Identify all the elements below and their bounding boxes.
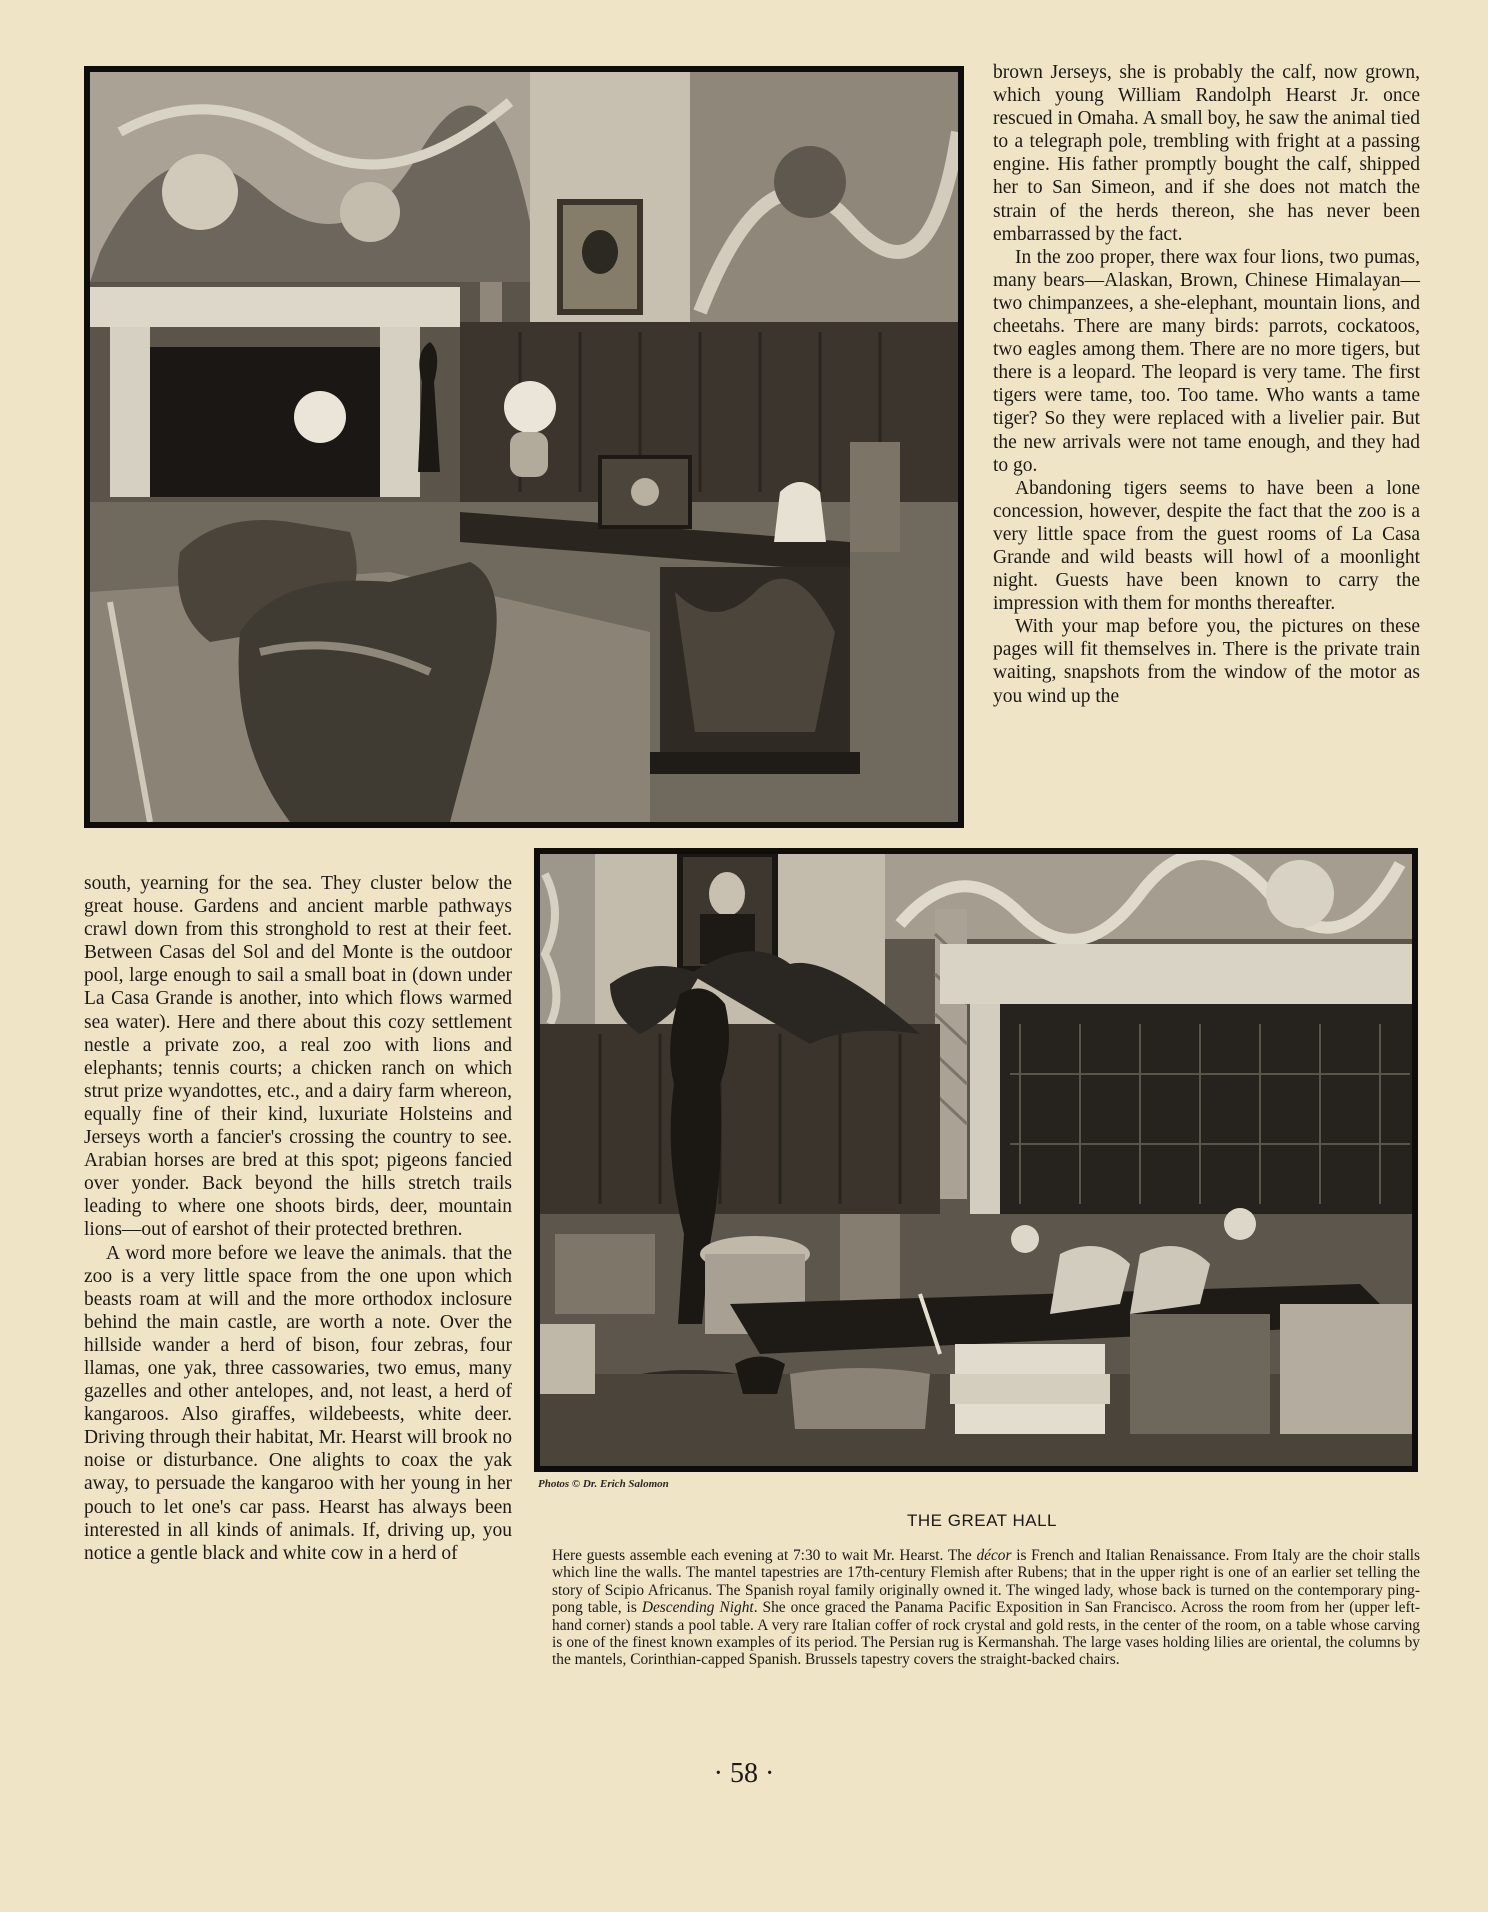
great-hall-fireplace-photo xyxy=(84,66,964,828)
right-column-paragraph: With your map before you, the pictures on these pages will fit themselves in. There is the private train waiting, snapshots from the window of the motor as you wind up the xyxy=(993,616,1420,707)
left-column-text xyxy=(84,872,512,1565)
left-column-paragraph: south, yearning for the sea. They cluster below the great house. Gardens and ancient marble pathways crawl down from this stronghold to rest at their feet. Between Casas del Sol and del Monte is the outdoor pool, large enough to sail a small boat in (down under La Casa Grande is another, into which flows warmed sea water). Here and there about this cozy settlement nestle a private zoo, a real zoo with lions and elephants; tennis courts; a chicken ranch on which strut prize wyandottes, etc., and a dairy farm whereon, equally fine of their kind, luxuriate Holsteins and Jerseys worth a fancier's crossing the country to see. Arabian horses are bred at this spot; pigeons fancied over yonder. Back beyond the hills stretch trails leading to where one shoots birds, deer, mountain lions—out of earshot of their protected brethren. xyxy=(84,873,512,1241)
right-column-paragraph: In the zoo proper, there wax four lions, two pumas, many bears—Alaskan, Brown, Chinese Himalayan—two chimpanzees, a she-elephant, mountain lions, and cheetahs. There are many birds: parrots, cockatoos, two eagles among them. There are no more tigers, but there is a leopard. The leopard is very tame. The first tigers were tame, too. Too tame. Who wants a tame tiger? So they were replaced with a livelier pair. But the new arrivals were not tame enough, and they had to go. xyxy=(993,246,1420,476)
caption-decor-word: décor xyxy=(976,1547,1012,1564)
left-column-paragraph: A word more before we leave the animals. that the zoo is a very little space from the one upon which beasts roam at will and the more orthodox inclosure behind the main castle, are worth a note. Over the hillside wander a herd of bison, four zebras, four llamas, one yak, three cassowaries, two emus, many gazelles and other antelopes, and, not least, a herd of kangaroos. Also giraffes, wildebeests, white deer. Driving through their habitat, Mr. Hearst will brook no noise or disturbance. One alights to coax the yak away, to persuade the kangaroo with her young in her pouch to let one's car pass. Hearst has always been interested in all kinds of animals. If, driving up, you notice a gentle black and white cow in a herd of xyxy=(84,1242,512,1564)
caption-statue-title: Descending Night xyxy=(641,1599,754,1617)
right-column-text xyxy=(993,61,1420,708)
right-column-paragraph: Abandoning tigers seems to have been a lone concession, however, despite the fact that the zoo is a very little space from the guest rooms of La Casa Grande and wild beasts will howl of a moonlight night. Guests have been known to carry the impression with them for months thereafter. xyxy=(993,477,1420,615)
photo-illustration xyxy=(90,72,958,822)
great-hall-descending-night-photo xyxy=(534,848,1418,1472)
photo-illustration xyxy=(540,854,1412,1466)
caption-title: THE GREAT HALL xyxy=(907,1511,1057,1530)
caption-text-part: . She once graced the Panama Pacific Exposition in San Francisco. Across the room from her (upper left-hand corner) stands a pool table. A very rare Italian coffer of rock crystal and gold rests, in the center of the room, on a table whose carving is one of the finest known examples of its period. The Persian rug is Kermanshah. The large vases holding lilies are oriental, the columns by the mantels, Corinthian-capped Spanish. Brussels tapestry covers the straight-backed chairs. xyxy=(552,1599,1420,1669)
caption-body xyxy=(552,1547,1420,1669)
right-column-paragraph: brown Jerseys, she is probably the calf, now grown, which young William Randolph Hearst Jr. once rescued in Omaha. A small boy, he saw the animal tied to a telegraph pole, trembling with fright at a passing engine. His father promptly bought the calf, shipped her to San Simeon, and if she does not match the strain of the herds thereon, she has never been embarrassed by the fact. xyxy=(993,62,1420,245)
caption-text-part: Here guests assemble each evening at 7:30 to wait Mr. Hearst. The xyxy=(552,1547,977,1564)
photo-credit: Photos © Dr. Erich Salomon xyxy=(538,1478,669,1490)
caption-text-part: is French and Italian Renaissance. From Italy are the choir stalls which line the walls. The mantel tapestries are 17th-century Flemish after Rubens; that in the upper right is one of an earlier set telling the story of Scipio Africanus. The Spanish royal family originally owned it. The winged lady, whose back is turned on the contemporary ping-pong table, is xyxy=(552,1547,1420,1617)
page-number: · 58 · xyxy=(713,1758,775,1789)
